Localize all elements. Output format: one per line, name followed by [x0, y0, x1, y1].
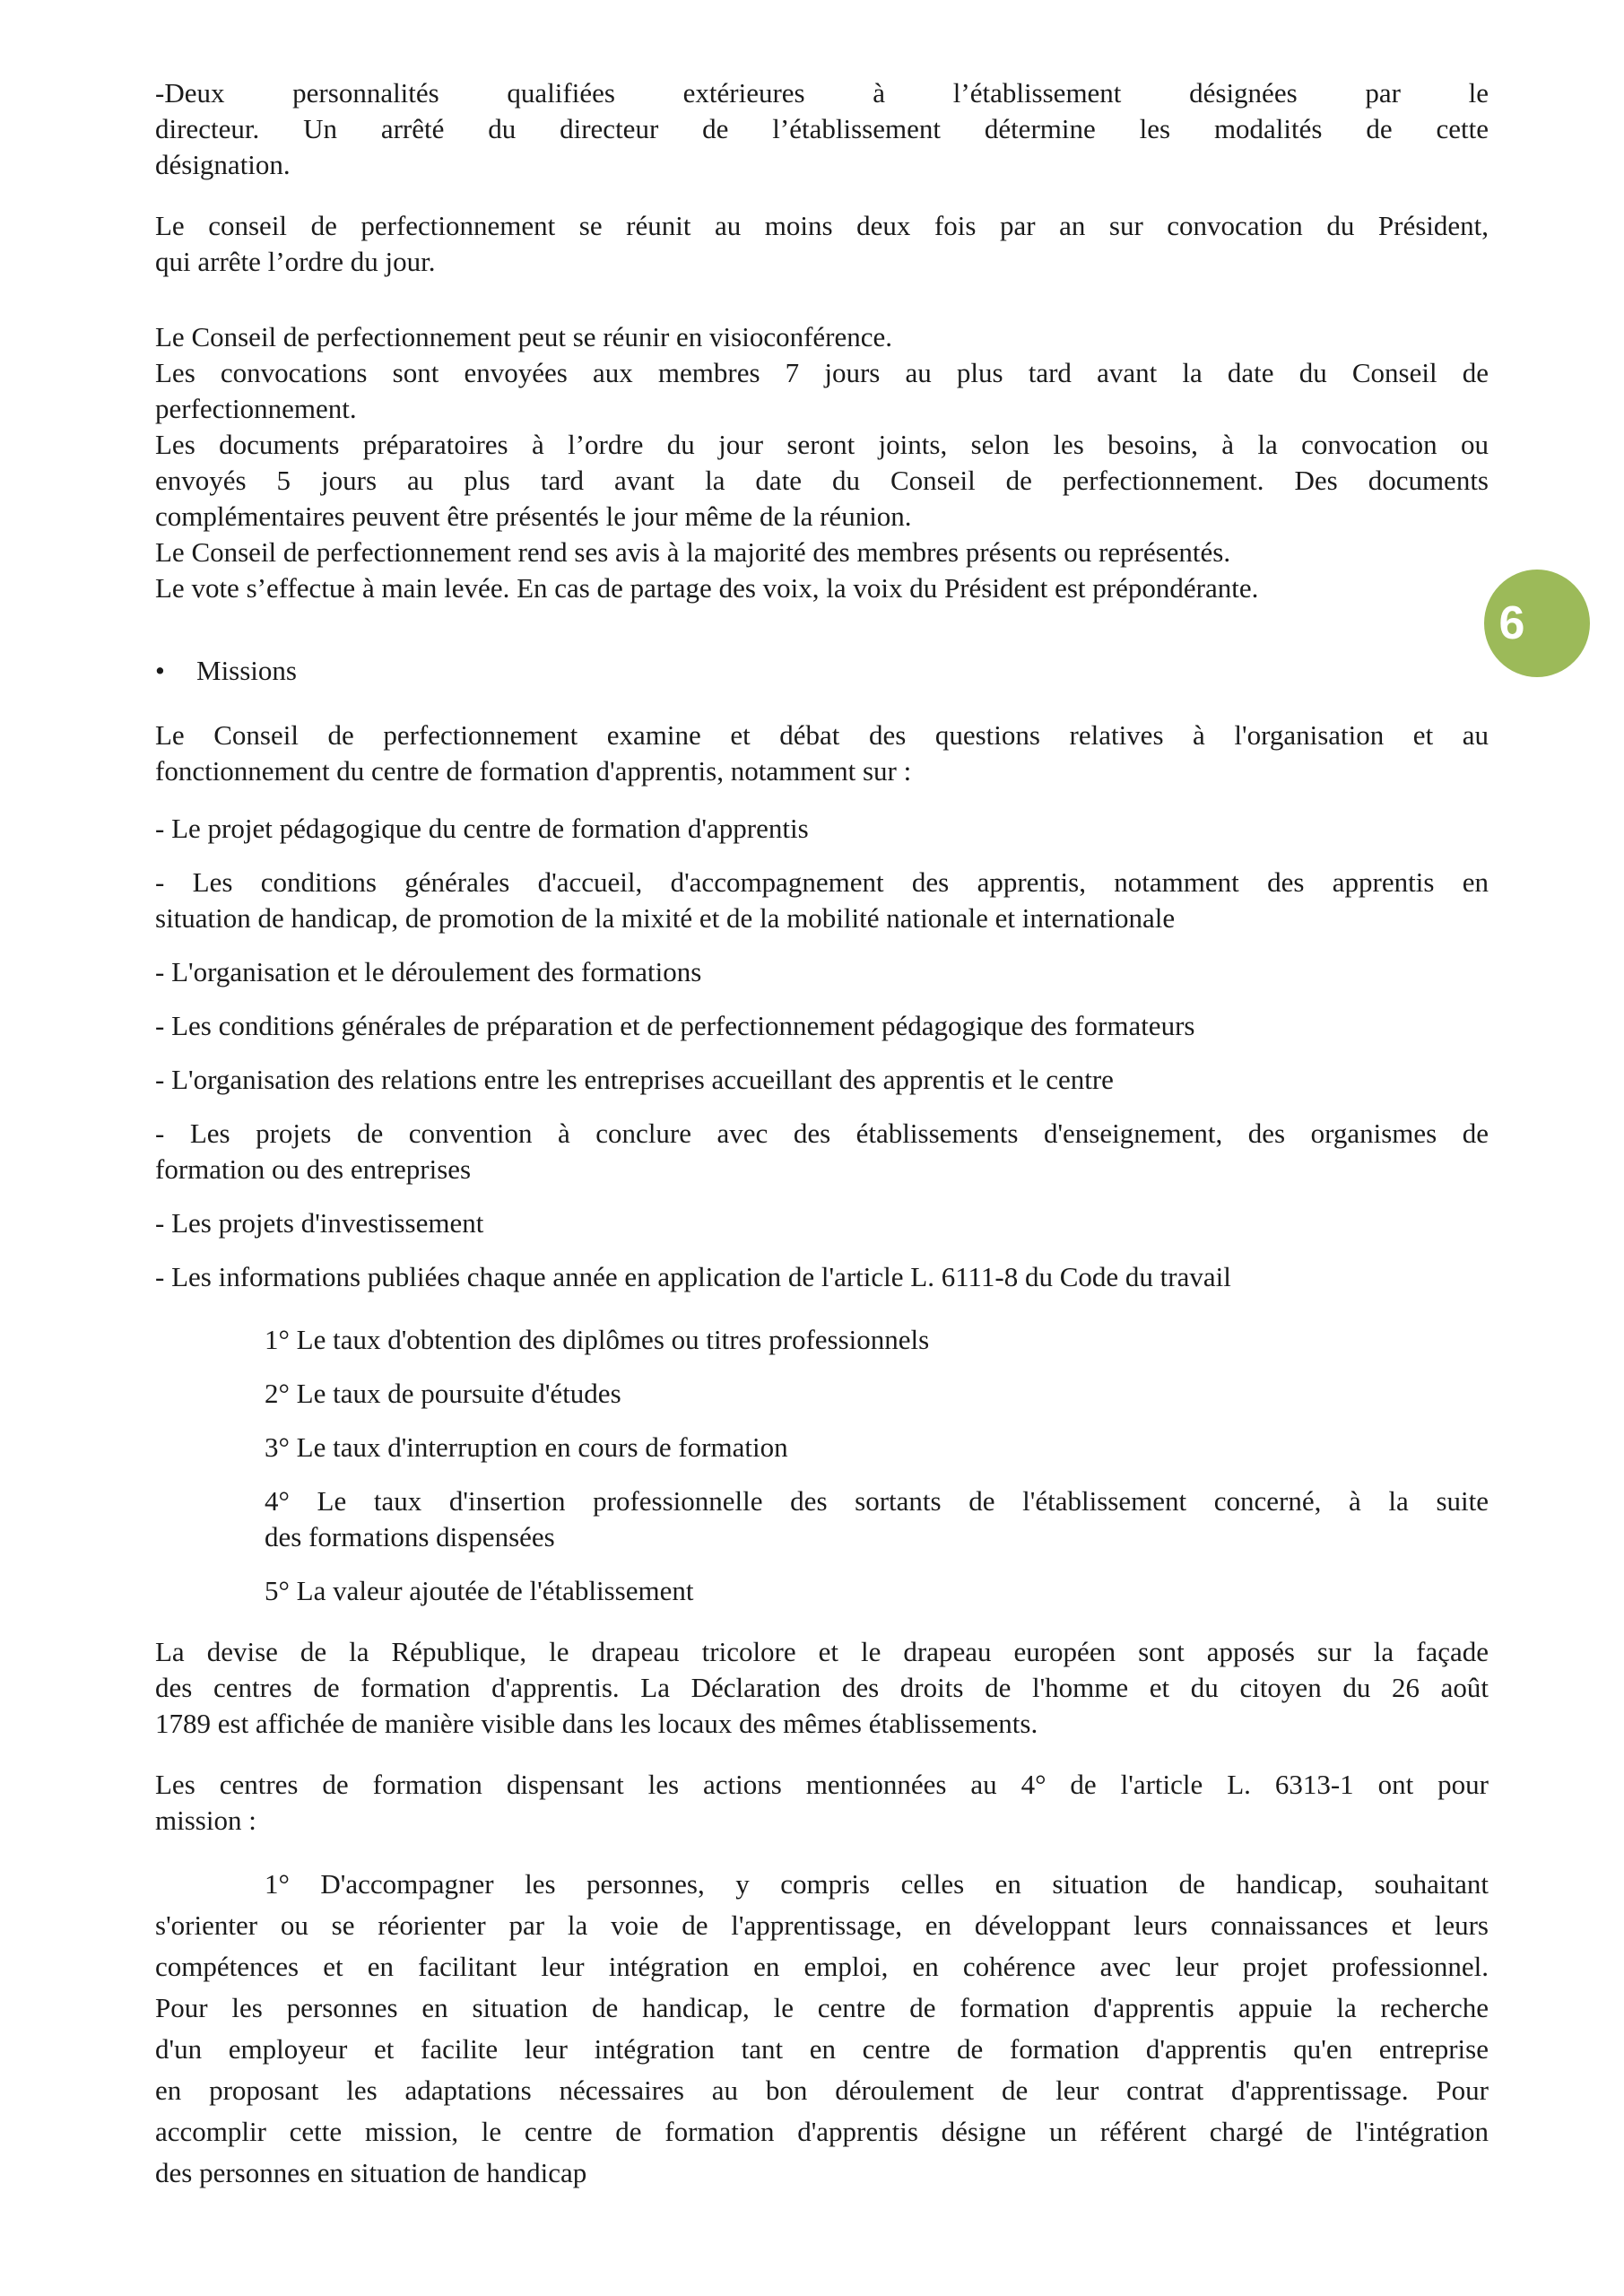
text-line: - Les projets d'investissement [155, 1207, 484, 1239]
text-line: - Les projets de convention à conclure avec des établissements d'enseignement, des organismes de [155, 1118, 1489, 1149]
text-line: 3° Le taux d'interruption en cours de formation [265, 1431, 788, 1463]
dash-item [155, 1205, 1489, 1241]
text-line: Les convocations sont envoyées aux membres 7 jours au plus tard avant la date du Conseil de [155, 357, 1489, 388]
text-line: Le vote s’effectue à main levée. En cas de partage des voix, la voix du Président est prépondérante. [155, 572, 1259, 604]
text-line: 1° D'accompagner les personnes, y compris celles en situation de handicap, souhaitant [265, 1868, 1489, 1900]
dash-item [155, 865, 1489, 936]
text-line: - L'organisation des relations entre les entreprises accueillant des apprentis et le centre [155, 1064, 1114, 1095]
dash-item [155, 1116, 1489, 1187]
paragraph-centres-mission [155, 1767, 1489, 1839]
text-line: des formations dispensées [265, 1521, 555, 1552]
dash-item [155, 1062, 1489, 1098]
text-line: Les centres de formation dispensant les actions mentionnées au 4° de l'article L. 6313-1 ont pour [155, 1769, 1489, 1800]
page-number-badge [1484, 570, 1590, 677]
bullet-icon: • [155, 655, 165, 686]
paragraph-devise [155, 1634, 1489, 1742]
text-line: accomplir cette mission, le centre de formation d'apprentis désigne un référent chargé de l'intégration [155, 2116, 1489, 2147]
text-line: compétences et en facilitant leur intégration en emploi, en cohérence avec leur projet professionnel. [155, 1951, 1489, 1982]
text-line: -Deux personnalités qualifiées extérieures à l’établissement désignées par le [155, 77, 1489, 109]
text-line: des personnes en situation de handicap [155, 2157, 587, 2188]
paragraph-accompagner [155, 1864, 1489, 2194]
page-content [155, 75, 1489, 2194]
text-line: - Les conditions générales d'accueil, d'accompagnement des apprentis, notamment des apprentis en [155, 866, 1489, 898]
numbered-item [155, 1483, 1489, 1555]
paragraph-visioconference [155, 319, 1489, 606]
text-line: désignation. [155, 149, 291, 180]
dash-item [155, 1008, 1489, 1044]
text-line: Le Conseil de perfectionnement peut se réunir en visioconférence. [155, 321, 893, 352]
bullet-item-missions [155, 653, 1489, 689]
text-line: Le Conseil de perfectionnement examine et débat des questions relatives à l'organisation et au [155, 719, 1489, 751]
text-line: qui arrête l’ordre du jour. [155, 246, 436, 277]
paragraph-reunit [155, 208, 1489, 280]
text-line: - L'organisation et le déroulement des formations [155, 956, 702, 987]
paragraph-examine [155, 718, 1489, 789]
bullet-label: Missions [196, 655, 297, 686]
numbered-item [155, 1376, 1489, 1412]
text-line: fonctionnement du centre de formation d'apprentis, notamment sur : [155, 755, 912, 787]
text-line: envoyés 5 jours au plus tard avant la date du Conseil de perfectionnement. Des documents [155, 465, 1489, 496]
text-line: 2° Le taux de poursuite d'études [265, 1378, 621, 1409]
text-line: 1789 est affichée de manière visible dans les locaux des mêmes établissements. [155, 1708, 1038, 1739]
text-line: Les documents préparatoires à l’ordre du jour seront joints, selon les besoins, à la convocation ou [155, 429, 1489, 460]
page-number: 6 [1498, 597, 1525, 649]
text-line: 1° Le taux d'obtention des diplômes ou titres professionnels [265, 1324, 930, 1355]
text-line: en proposant les adaptations nécessaires au bon déroulement de leur contrat d'apprentissage. Pour [155, 2074, 1489, 2106]
text-line: s'orienter ou se réorienter par la voie de l'apprentissage, en développant leurs connaissances et leurs [155, 1909, 1489, 1941]
numbered-item [155, 1573, 1489, 1609]
text-line: 5° La valeur ajoutée de l'établissement [265, 1575, 694, 1606]
text-line: - Le projet pédagogique du centre de formation d'apprentis [155, 813, 809, 844]
text-line: mission : [155, 1805, 256, 1836]
text-line: La devise de la République, le drapeau tricolore et le drapeau européen sont apposés sur la façade [155, 1636, 1489, 1667]
text-line: complémentaires peuvent être présentés le jour même de la réunion. [155, 500, 912, 532]
text-line: Pour les personnes en situation de handicap, le centre de formation d'apprentis appuie la recherche [155, 1992, 1489, 2023]
dash-item [155, 954, 1489, 990]
text-line: perfectionnement. [155, 393, 357, 424]
text-line: directeur. Un arrêté du directeur de l’établissement détermine les modalités de cette [155, 113, 1489, 144]
text-line: des centres de formation d'apprentis. La Déclaration des droits de l'homme et du citoyen du 26 août [155, 1672, 1489, 1703]
text-line: - Les conditions générales de préparation et de perfectionnement pédagogique des formateurs [155, 1010, 1195, 1041]
dash-item [155, 1259, 1489, 1295]
text-line: situation de handicap, de promotion de la mixité et de la mobilité nationale et internationale [155, 902, 1176, 934]
dash-item [155, 811, 1489, 847]
text-line: formation ou des entreprises [155, 1153, 472, 1185]
text-line: Le conseil de perfectionnement se réunit au moins deux fois par an sur convocation du Président, [155, 210, 1489, 241]
text-line: Le Conseil de perfectionnement rend ses avis à la majorité des membres présents ou représentés. [155, 536, 1231, 568]
text-line: 4° Le taux d'insertion professionnelle des sortants de l'établissement concerné, à la suite [265, 1485, 1489, 1517]
numbered-item [155, 1322, 1489, 1358]
paragraph-personnalites [155, 75, 1489, 183]
numbered-item [155, 1430, 1489, 1465]
text-line: - Les informations publiées chaque année en application de l'article L. 6111-8 du Code du travail [155, 1261, 1231, 1292]
text-line: d'un employeur et facilite leur intégration tant en centre de formation d'apprentis qu'en entreprise [155, 2033, 1489, 2065]
